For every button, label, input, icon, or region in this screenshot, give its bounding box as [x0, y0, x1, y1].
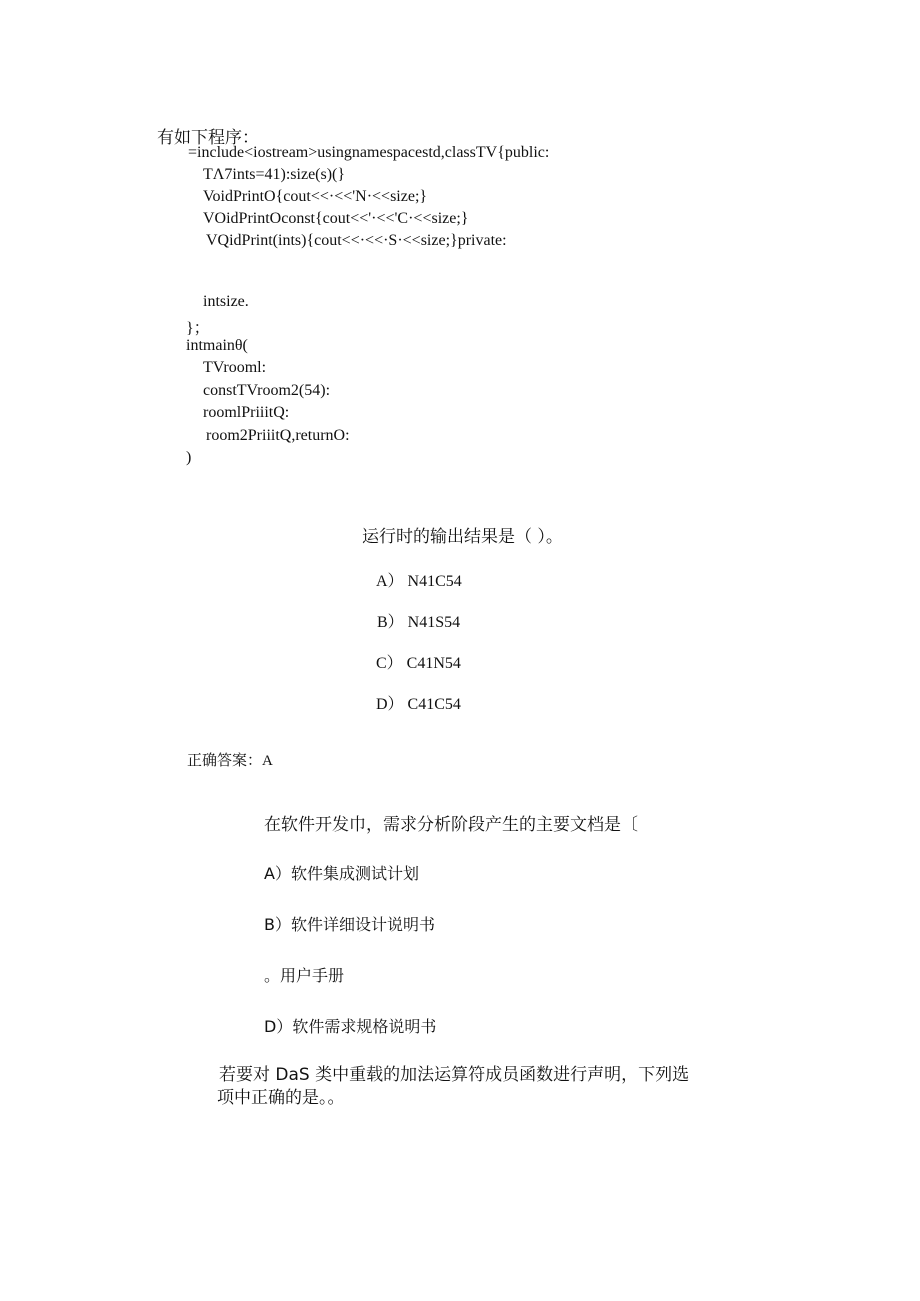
q1-heading: 有如下程序： [157, 128, 259, 148]
q1-option-b: B） N41S54 [377, 614, 461, 631]
code-line: TΛ7ints=41):size(s)(} [203, 166, 346, 183]
code-line: TVrooml: [203, 359, 267, 376]
q1-option-c: C） C41N54 [376, 655, 461, 672]
code-line: intsize. [203, 293, 249, 310]
code-line: constTVroom2(54): [203, 382, 331, 399]
q2-option-b: B）软件详细设计说明书 [264, 915, 435, 934]
code-line: intmainθ( [186, 337, 248, 354]
q2-question: 在软件开发巾，需求分析阶段产生的主要文档是〔 [264, 815, 638, 835]
q3-question-line2: 项中正确的是。。 [217, 1088, 345, 1108]
q2-option-c: 。用户手册 [264, 966, 345, 985]
q1-answer: 正确答案：A [187, 753, 273, 769]
q2-option-d: D）软件需求规格说明书 [264, 1017, 437, 1036]
code-line: room2PriiitQ,returnO: [206, 427, 350, 444]
code-line: VOidPrintOconst{cout<<'·<<'C·<<size;} [203, 210, 469, 227]
code-line: VoidPrintO{cout<<·<<'N·<<size;} [203, 188, 428, 205]
code-line: ) [186, 449, 192, 466]
q1-question: 运行时的输出结果是（ ）。 [362, 527, 563, 547]
code-line: VQidPrint(ints){cout<<·<<·S·<<size;}private: [206, 232, 507, 249]
q3-question-line1: 若要对 DaS 类中重载的加法运算符成员函数进行声明，下列选 [219, 1065, 690, 1085]
code-line: =include<iostream>usingnamespacestd,classTV{public: [188, 144, 550, 161]
q1-option-a: A） N41C54 [376, 573, 462, 590]
q1-option-d: D） C41C54 [376, 696, 461, 713]
q2-option-a: A）软件集成测试计划 [264, 864, 419, 883]
code-line: }； [186, 320, 210, 337]
code-line: roomlPriiitQ: [203, 404, 290, 421]
